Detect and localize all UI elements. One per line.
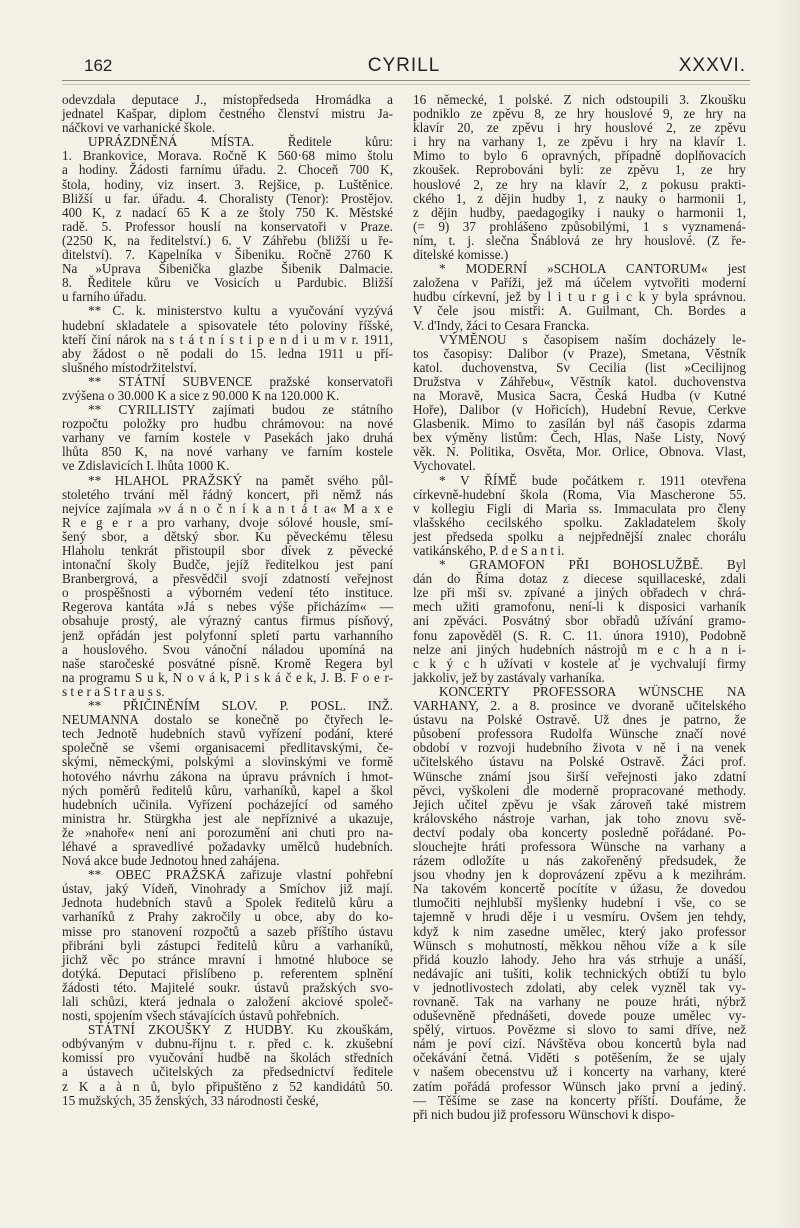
text-line: (= 9) 37 prohlášeno způsobilými, 1 s vyznamená- bbox=[413, 218, 746, 234]
text-line: o prospěšnosti a výborném vedení této instituce. bbox=[62, 585, 393, 601]
page-number: 162 bbox=[84, 56, 113, 75]
text-line: v jednotlivostech zdolati, aby celek vyzněl tak vy- bbox=[413, 979, 746, 995]
text-line: aby žádost o ně podali do 15. ledna 1911 u pří- bbox=[62, 345, 393, 361]
text-line: * GRAMOFON PŘI BOHOSLUŽBĚ. Byl bbox=[439, 557, 746, 573]
text-line: s t e r a S t r a u s s. bbox=[62, 683, 165, 699]
paragraph bbox=[62, 474, 393, 700]
text-line: * MODERNÍ »SCHOLA CANTORUM« jest bbox=[439, 261, 746, 277]
text-line: oduševněně přednášeti, dovede pouze umělec vy- bbox=[413, 1008, 746, 1024]
text-line: Wünsche známí jsou širší veřejnosti jako zdatní bbox=[413, 768, 746, 784]
text-line: nedávajíc ani tušiti, kolik technických obtíží tu bylo bbox=[413, 965, 746, 981]
text-line: hudební skladatele a spisovatele této poloviny říšské, bbox=[62, 317, 393, 333]
text-line: 1. Brankovice, Morava. Ročně K 560·68 mimo štolu bbox=[62, 148, 393, 164]
text-line: Glasbenik. Mimo to zasílán byl náš časopis zdarma bbox=[413, 416, 746, 432]
text-line: komissí pro vyučování hudbě na školách středních bbox=[62, 1050, 393, 1066]
text-line: u farního úřadu. bbox=[62, 289, 147, 305]
text-line: ústav, jaký Vídeň, Vinohrady a Smíchov již mají. bbox=[62, 881, 393, 897]
text-line: založena v Paříži, jež má účelem vytvořiti moderní bbox=[413, 275, 746, 291]
text-line: kteří činí nárok na s t á t n í s t i p e n d i u m v r. 1911, bbox=[62, 331, 393, 347]
text-line: obsahuje prostý, ale výrazný cantus firmus písňový, bbox=[62, 613, 393, 629]
text-line: Hlaholu tenkrát přistoupil sbor dívek z pěvecké bbox=[62, 543, 393, 558]
paragraph bbox=[413, 474, 746, 559]
paragraph bbox=[62, 699, 393, 868]
paragraph bbox=[62, 135, 393, 304]
text-line: léhavé a spravedlivé požadavky umělců hudebních. bbox=[62, 838, 393, 854]
text-line: vatikánského, P. d e S a n t i. bbox=[413, 543, 565, 558]
text-line: šený sbor, a dětský sbor. Ku pěveckému tělesu bbox=[62, 528, 393, 544]
header-rule bbox=[62, 80, 750, 85]
text-line: — Těšíme se zase na koncerty příští. Doufáme, že bbox=[413, 1092, 746, 1108]
text-line: slušného místodržitelství. bbox=[62, 359, 197, 375]
text-line: očekávání četná. Viděti s potěšením, že se ujaly bbox=[413, 1050, 746, 1066]
paragraph bbox=[413, 262, 746, 332]
text-line: slouchejte hráti professora Wünsche na varhany a bbox=[413, 838, 746, 854]
text-line: jichž věc po stránce mravní i hmotné hluboce se bbox=[62, 951, 393, 967]
text-line: lze při mši sv. zpívané a jiných obřadech v chrá- bbox=[413, 585, 746, 601]
text-line: ** C. k. ministerstvo kultu a vyučování vyzývá bbox=[88, 303, 393, 319]
text-line: pěvci, vyškoleni dle moderně propracované methody. bbox=[413, 782, 746, 798]
text-line: rozpočtu položky pro hudbu chrámovou: na nové bbox=[62, 416, 393, 432]
text-line: odbývaným v dubnu-říjnu t. r. před c. k. zkušební bbox=[62, 1036, 393, 1052]
text-line: lali schůzi, která jednala o založení akciové společ- bbox=[62, 994, 393, 1009]
text-line: ním, t. j. slečna Šnáblová ze hry houslové. (Z ře- bbox=[413, 232, 746, 248]
text-line: ditelství). 7. Kapelníka v Šibeniku. Ročně 2760 K bbox=[62, 247, 393, 263]
text-line: hudbu církevní, jež by l i t u r g i c k y byla správnou. bbox=[413, 289, 746, 305]
text-line: zkoušek. Reprobováni byli: ze zpěvu 1, ze hry bbox=[413, 162, 746, 178]
paragraph bbox=[413, 93, 746, 262]
text-line: naše staročeské posvátné písně. Kromě Regera byl bbox=[62, 655, 393, 671]
text-line: odevzdala deputace J., místopředseda Hromádka a bbox=[62, 92, 393, 107]
paragraph bbox=[413, 558, 746, 685]
text-line: a hodiny. Žádosti farnímu úřadu. 2. Choceň 700 K, bbox=[62, 162, 393, 178]
text-line: NEUMANNA dostalo se konečně po čtyřech le- bbox=[62, 712, 393, 728]
text-line: ditelské komisse.) bbox=[413, 247, 509, 263]
paragraph bbox=[62, 304, 393, 374]
text-line: Na »Uprava Šibenička glazbe Šibenik Dalmacie. bbox=[62, 261, 393, 277]
text-line: ústavu na Polské Ostravě. Už dnes je patrno, že bbox=[413, 712, 746, 728]
paragraph bbox=[413, 333, 746, 474]
volume-number: XXXVI. bbox=[678, 55, 746, 76]
text-line: Mimo to bylo 6 opravných, případně doplňovacích bbox=[413, 148, 746, 164]
text-line: v našem obecenstvu už i koncerty na varhany, které bbox=[413, 1064, 746, 1080]
text-line: lhůta 850 K, na nové varhany ve farním kostele bbox=[62, 444, 393, 460]
text-line: Družstva v Záhřebu«, Věstník katol. duchovenstva bbox=[413, 373, 746, 389]
text-line: Branbergrová, a přesvědčil svojí zdatností veřejnost bbox=[62, 571, 393, 587]
text-line: 400 K, z nadací 65 K a ze štoly 750 K. Městské bbox=[62, 204, 393, 220]
text-line: ** PŘIČINĚNÍM SLOV. P. POSL. INŽ. bbox=[88, 698, 393, 714]
text-line: zvýšena o 30.000 K a sice z 90.000 K na 120.000 K. bbox=[62, 387, 340, 403]
text-line: ** CYRILLISTY zajímati budou ze státního bbox=[88, 402, 393, 418]
journal-title: CYRILL bbox=[367, 55, 441, 76]
text-line: Hoře), Dalibor (v Hořicích), Hudební Revue, Cerkve bbox=[413, 402, 746, 418]
paragraph bbox=[62, 868, 393, 1023]
text-line: VARHANY, 2. a 8. prosince ve dvoraně učitelského bbox=[413, 698, 746, 714]
text-line: Jejich učitel zpěvu je však zároveň také mistrem bbox=[413, 796, 746, 812]
text-line: zatím pořádá professor Wünsch jako první a jediný. bbox=[413, 1078, 746, 1094]
text-line: jakkoliv, jež by zastávaly varhaníka. bbox=[413, 669, 605, 685]
paragraph bbox=[413, 685, 746, 1122]
page-edge-shadow bbox=[776, 0, 800, 1228]
text-line: náčkovi ve varhanické škole. bbox=[62, 120, 216, 136]
text-line: 16 německé, 1 polské. Z nich odstoupili 3. Zkoušku bbox=[413, 92, 746, 107]
text-line: c k ý c h užívati v kostele ať je vychvalují firmy bbox=[413, 655, 746, 671]
text-line: nosti, spojením všech stávajících ústavů pohřebních. bbox=[62, 1008, 340, 1024]
text-line: vlašského cecilského spolku. Zakladatelem školy bbox=[413, 514, 746, 530]
right-column bbox=[413, 93, 746, 1122]
text-line: štola, hodiny, viz insert. 3. Rejšice, p. Luštěnice. bbox=[62, 176, 393, 192]
text-line: při nich budou již professoru Wünschovi k dispo- bbox=[413, 1106, 675, 1122]
text-line: z dějin hudby, paedagogiky i nauky o harmonii 1, bbox=[413, 204, 746, 220]
text-line: Jednota hudebních stavů a Spolek ředitelů kůru a bbox=[62, 895, 393, 911]
text-line: klavír 20, ze zpěvu i hry houslové 2, ze zpěvu bbox=[413, 120, 746, 136]
text-line: katol. duchovenstva, Sv Cecilia (list »Cecilijnog bbox=[413, 359, 746, 375]
text-line: tech Jednotě hudebních stavů vyřízení podání, které bbox=[62, 726, 393, 742]
text-line: věk. N. Politika, Osvěta, Mor. Orlice, Obnova. Vlast, bbox=[413, 444, 746, 460]
text-line: a ústavech učitelských za předsednictví ředitele bbox=[62, 1064, 393, 1080]
text-line: 8. Ředitele kůru ve Vosicích u Pardubic. Bližší bbox=[62, 275, 393, 291]
text-line: rovnaně. Tak na varhany ne pouze hráti, nýbrž bbox=[413, 994, 746, 1009]
text-line: žádosti této. Majitelé soukr. ústavů pražských svo- bbox=[62, 979, 393, 995]
text-line: ministra hr. Stürgkha jest ale nepříznivé a ukazuje, bbox=[62, 810, 393, 826]
text-line: bex výměny listům: Čech, Hlas, Naše Listy, Nový bbox=[413, 430, 746, 446]
text-line: hudebních učinila. Vyřízení pocházející od samého bbox=[62, 796, 393, 812]
text-line: radě. 5. Professor houslí na konservatoři v Praze. bbox=[62, 218, 393, 234]
text-line: ani zpěváci. Posvátný sbor obřadů užívání gramo- bbox=[413, 613, 746, 629]
text-line: dotýká. Deputaci přislíbeno p. referentem splnění bbox=[62, 965, 393, 981]
text-line: ** OBEC PRAŽSKÁ zařizuje vlastní pohřební bbox=[88, 867, 393, 883]
text-line: Na takovém koncertě pocítíte v úžasu, že dovedou bbox=[413, 881, 746, 897]
text-line: spělý, virtuos. Povězme si slovo to sami dříve, než bbox=[413, 1022, 746, 1038]
text-line: misse pro stanovení rozpočtů a sazeb příštího ústavu bbox=[62, 923, 393, 939]
text-line: společně se všemi organisacemi předlitavskými, če- bbox=[62, 740, 393, 756]
text-line: i hry na varhany 1, ze zpěvu i hry na klavír 1. bbox=[413, 134, 746, 150]
text-line: v kollegiu Figli di Maria ss. Immaculata pro členy bbox=[413, 500, 746, 516]
text-line: církevně-hudební škola (Roma, Via Mascherone 55. bbox=[413, 486, 746, 502]
text-line: Vychovatel. bbox=[413, 458, 476, 474]
text-line: STÁTNÍ ZKOUŠKY Z HUDBY. Ku zkouškám, bbox=[88, 1022, 393, 1038]
text-line: působení professora Rudolfa Wünsche značí nové bbox=[413, 726, 746, 742]
text-line: učitelského ústavu na Polské Ostravě. Žáci prof. bbox=[413, 754, 746, 770]
text-line: Regerova kantáta »Já s nebes výše přicházím« — bbox=[62, 599, 393, 615]
text-line: na Moravě, Musica Sacra, Česká Hudba (v Kutné bbox=[413, 387, 746, 403]
text-line: R e g e r a pro varhany, dvoje sólové housle, smí- bbox=[62, 514, 393, 530]
text-line: jest předseda spolku a nejpřednější znalec chorálu bbox=[413, 528, 746, 544]
text-line: přidá kouzlo lahody. Jeho hra vás strhuje a unáší, bbox=[413, 951, 746, 967]
text-line: dán do Říma dotaz z diecese squillaceské, zdali bbox=[413, 571, 746, 587]
text-line: UPRÁZDNĚNÁ MÍSTA. Ředitele kůru: bbox=[88, 134, 393, 150]
text-line: na programu S u k, N o v á k, P i s k á č e k, J. B. F o e r- bbox=[62, 669, 393, 685]
text-line: ** HLAHOL PRAŽSKÝ na pamět svého půl- bbox=[88, 472, 393, 488]
text-line: varhaníků z Prahy zakročily u obce, aby do ko- bbox=[62, 909, 393, 925]
left-column bbox=[62, 93, 393, 1108]
text-line: ** STÁTNÍ SUBVENCE pražské konservatoři bbox=[88, 373, 393, 389]
text-line: V čele jsou mistři: A. Guilmant, Ch. Bordes a bbox=[413, 303, 746, 319]
text-line: nelze ani jiných hudebních nástrojů m e c h a n i- bbox=[413, 641, 746, 657]
text-line: ných poměrů ředitelů kůru, varhaníků, kapel a škol bbox=[62, 782, 393, 798]
text-line: tlumočiti nejhlubší myšlenky hudební i vše, co se bbox=[413, 895, 746, 911]
running-header bbox=[62, 54, 746, 80]
text-line: skými, německými, polskými a slovinskými ve formě bbox=[62, 754, 393, 770]
text-line: tajemně v hrudi děje i u vesmíru. Ovšem jen tehdy, bbox=[413, 909, 746, 925]
text-line: přibráni byli zástupci ředitelů kůru a varhaníků, bbox=[62, 937, 393, 953]
text-line: tos časopisy: Dalibor (v Praze), Smetana, Věstník bbox=[413, 345, 746, 361]
text-line: Wünsch s mohutností, měkkou něhou víže a k síle bbox=[413, 937, 746, 953]
text-line: 15 mužských, 35 ženských, 33 národnosti české, bbox=[62, 1092, 319, 1108]
text-line: podniklo ze zpěvu 8, ze hry houslové 9, ze hry na bbox=[413, 106, 746, 122]
text-line: ve Zdislavicích I. lhůta 1000 K. bbox=[62, 458, 230, 474]
paragraph bbox=[62, 403, 393, 473]
text-line: z K a à n ů, bylo připuštěno z 52 kandidátů 50. bbox=[62, 1078, 393, 1094]
text-line: mech užiti gramofonu, není-li k disposici varhaník bbox=[413, 599, 746, 615]
text-line: nám je poví cizí. Návštěva obou koncertů byla nad bbox=[413, 1036, 746, 1052]
text-line: fonu zapověděl (S. R. C. 11. února 1910), Podobně bbox=[413, 627, 746, 643]
text-line: rázem odložíte u nás zakořeněný předsudek, že bbox=[413, 853, 746, 869]
text-line: nejvíce zajímala »v á n o č n í k a n t á t a« M a x e bbox=[62, 500, 393, 516]
text-line: královského nástroje varhan, jak toho znovu svě- bbox=[413, 810, 746, 826]
text-line: intonační školy Budče, jejíž ředitelkou jest paní bbox=[62, 557, 393, 573]
text-line: jednatel Kašpar, diplom čestného členství mistru Ja- bbox=[62, 106, 393, 122]
text-line: Nová akce bude Jednotou hned zahájena. bbox=[62, 853, 280, 869]
text-line: Bližší u far. úřadu. 4. Choralisty (Tenor): Prostějov. bbox=[62, 190, 393, 206]
text-line: KONCERTY PROFESSORA WÜNSCHE NA bbox=[439, 683, 746, 699]
text-line: V. d'Indy, žáci to Cesara Francka. bbox=[413, 317, 590, 333]
text-line: VÝMĚNOU s časopisem naším docházely le- bbox=[439, 331, 746, 347]
text-line: hotového návrhu zákona na úpravu právních i hmot- bbox=[62, 768, 393, 784]
text-line: a houslového. Svou vánoční náladou upomíná na bbox=[62, 641, 393, 657]
text-line: jsou vhodny jen k doprovázení zpěvu a k mezihrám. bbox=[413, 867, 746, 883]
text-line: dectví podaly oba koncerty posledně pořádané. Po- bbox=[413, 824, 746, 840]
text-line: že »nahoře« není ani porozumění ani chuti pro na- bbox=[62, 824, 393, 840]
paragraph bbox=[62, 1023, 393, 1108]
paragraph bbox=[62, 93, 393, 135]
text-line: (2250 K, na ředitelství.) 6. V Záhřebu (bližší u ře- bbox=[62, 232, 393, 248]
text-line: * V ŘÍMĚ bude počátkem r. 1911 otevřena bbox=[439, 472, 746, 488]
text-line: varhany ve farním kostele v Pasekách jako druhá bbox=[62, 430, 393, 446]
text-line: jenž opřádán jest polyfonní spletí partu varhanního bbox=[62, 627, 393, 643]
text-line: stoletého trvání měl řádný koncert, při němž nás bbox=[62, 486, 393, 502]
text-line: ckého 1, z dějin hudby 1, z nauky o harmonii 1, bbox=[413, 190, 746, 206]
text-line: období v rozvoji hudebního života v ně i na venek bbox=[413, 740, 746, 756]
text-line: houslové 2, ze hry na klavír 2, z pokusu prakti- bbox=[413, 176, 746, 192]
text-line: když k nim zasedne umělec, který jako professor bbox=[413, 923, 746, 939]
paragraph bbox=[62, 375, 393, 403]
